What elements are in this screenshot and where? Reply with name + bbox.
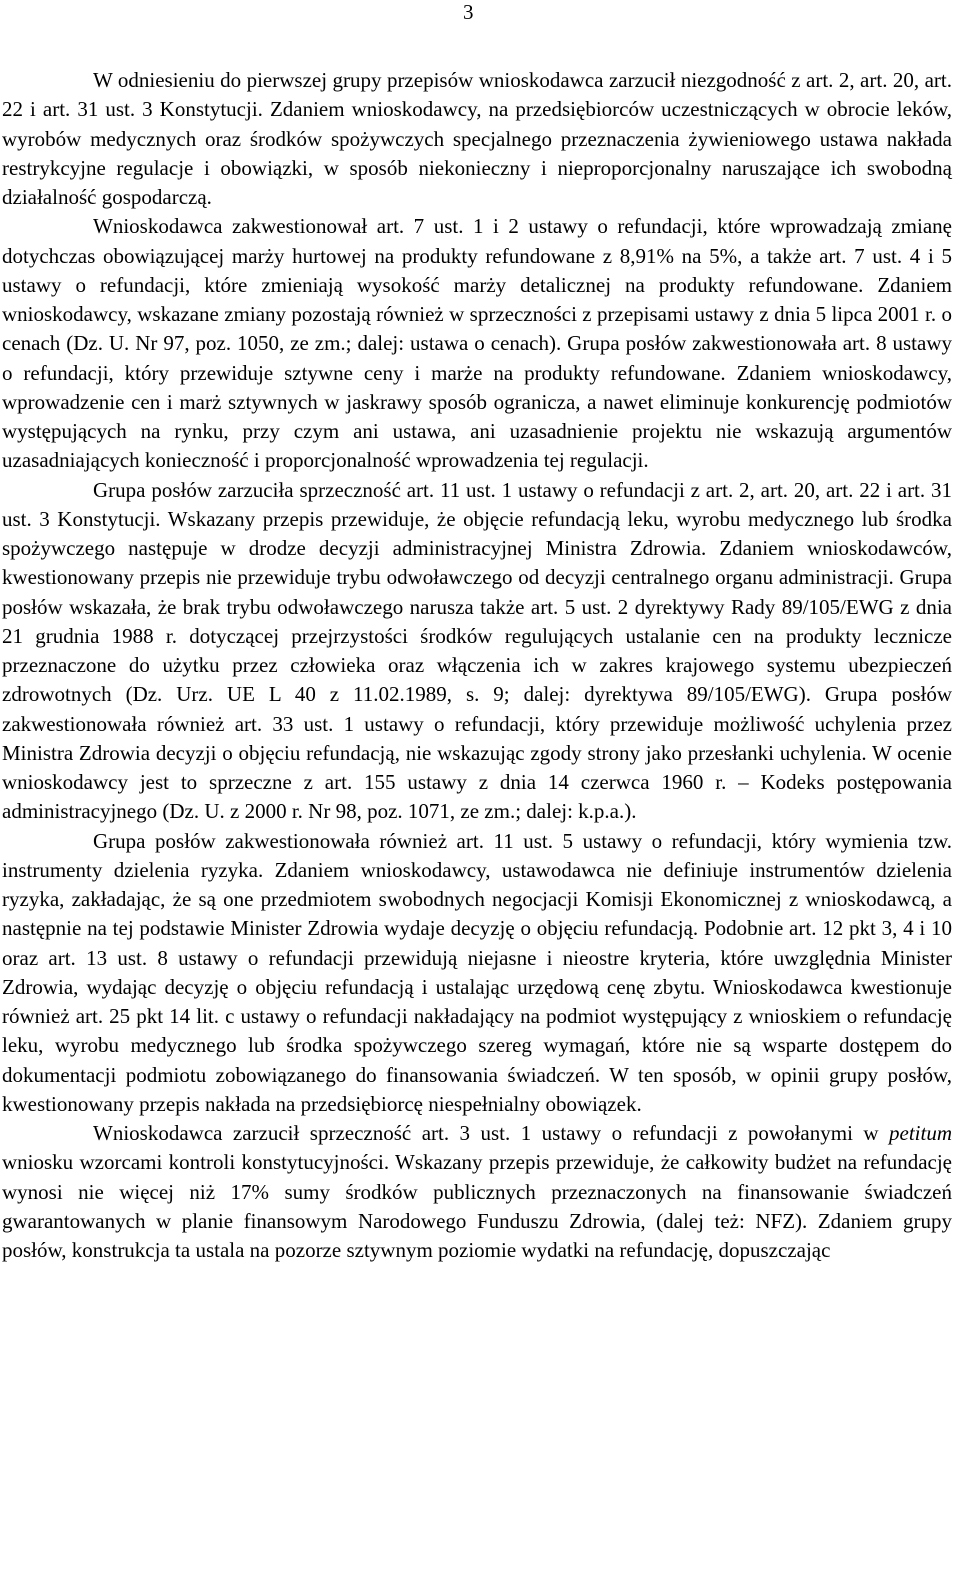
paragraph-5-text-start: Wnioskodawca zarzucił sprzeczność art. 3 ust. 1 ustawy o refundacji z powołanymi w: [93, 1121, 889, 1145]
petitum-term: petitum: [889, 1121, 952, 1145]
paragraph-5-text-end: wniosku wzorcami kontroli konstytucyjności. Wskazany przepis przewiduje, że całkowity budżet na refundację wynosi nie więcej niż 17% sumy środków publicznych przeznaczonych na finansowanie świadczeń gwarantowanych w planie finansowym Narodowego Funduszu Zdrowia, (dalej też: NFZ). Zdaniem grupy posłów, konstrukcja ta ustala na pozorze sztywnym poziomie wydatki na refundację, dopuszczając: [2, 1150, 952, 1262]
paragraph-2: Wnioskodawca zakwestionował art. 7 ust. 1 i 2 ustawy o refundacji, które wprowadzają zmianę dotychczas obowiązującej marży hurtowej na produkty refundowane z 8,91% na 5%, a także art. 7 ust. 4 i 5 ustawy o refundacji, które zmieniają wysokość marży detalicznej na produkty refundowane. Zdaniem wnioskodawcy, wskazane zmiany pozostają również w sprzeczności z przepisami ustawy z dnia 5 lipca 2001 r. o cenach (Dz. U. Nr 97, poz. 1050, ze zm.; dalej: ustawa o cenach). Grupa posłów zakwestionowała art. 8 ustawy o refundacji, który przewiduje sztywne ceny i marże na produkty refundowane. Zdaniem wnioskodawcy, wprowadzenie cen i marż sztywnych w jaskrawy sposób ogranicza, a nawet eliminuje konkurencję podmiotów występujących na rynku, przy czym ani ustawa, ani uzasadnienie projektu nie wskazują argumentów uzasadniających konieczność i proporcjonalność wprowadzenia tej regulacji.: [2, 214, 952, 473]
paragraph-4: Grupa posłów zakwestionowała również art. 11 ust. 5 ustawy o refundacji, który wymienia tzw. instrumenty dzielenia ryzyka. Zdaniem wnioskodawcy, ustawodawca nie definiuje instrumentów dzielenia ryzyka, zakładając, że są one przedmiotem swobodnych negocjacji Komisji Ekonomicznej z wnioskodawcą, a następnie na tej podstawie Minister Zdrowia wydaje decyzję o objęciu refundacją. Podobnie art. 12 pkt 3, 4 i 10 oraz art. 13 ust. 8 ustawy o refundacji przewidują niejasne i nieostre kryteria, które uwzględnia Minister Zdrowia, wydając decyzję o objęciu refundacją i ustalając urzędową cenę zbytu. Wnioskodawca kwestionuje również art. 25 pkt 14 lit. c ustawy o refundacji nakładający na podmiot występujący z wnioskiem o refundację leku, wyrobu medycznego lub środka spożywczego szereg wymagań, które nie są wsparte dostępem do dokumentacji podmiotu zobowiązanego do finansowania świadczeń. W ten sposób, w opinii grupy posłów, kwestionowany przepis nakłada na przedsiębiorcę niespełnialny obowiązek.: [2, 828, 952, 1116]
paragraph-5: [2, 1119, 952, 1265]
page-number: 3: [463, 0, 474, 24]
paragraph-1: W odniesieniu do pierwszej grupy przepisów wnioskodawca zarzucił niezgodność z art. 2, art. 20, art. 22 i art. 31 ust. 3 Konstytucji. Zdaniem wnioskodawcy, na przedsiębiorców uczestniczących w obrocie leków, wyrobów medycznych oraz środków spożywczych specjalnego przeznaczenia żywieniowego ustawa nakłada restrykcyjne regulacje i obowiązki, w sposób niekonieczny i nieproporcjonalny naruszające ich swobodną działalność gospodarczą.: [2, 68, 952, 209]
paragraph-3: Grupa posłów zarzuciła sprzeczność art. 11 ust. 1 ustawy o refundacji z art. 2, art. 20, art. 22 i art. 31 ust. 3 Konstytucji. Wskazany przepis przewiduje, że objęcie refundacją leku, wyrobu medycznego lub środka spożywczego następuje w drodze decyzji administracyjnej Ministra Zdrowia. Zdaniem wnioskodawców, kwestionowany przepis nie przewiduje trybu odwoławczego od decyzji centralnego organu administracji. Grupa posłów wskazała, że brak trybu odwoławczego narusza także art. 5 ust. 2 dyrektywy Rady 89/105/EWG z dnia 21 grudnia 1988 r. dotyczącej przejrzystości środków regulujących ustalanie cen na produkty lecznicze przeznaczone do użytku przez człowieka oraz włączenia ich w zakres krajowego systemu ubezpieczeń zdrowotnych (Dz. Urz. UE L 40 z 11.02.1989, s. 9; dalej: dyrektywa 89/105/EWG). Grupa posłów zakwestionowała również art. 33 ust. 1 ustawy o refundacji, który przewiduje możliwość uchylenia przez Ministra Zdrowia decyzji o objęciu refundacją, nie wskazując zgody strony jako przesłanki uchylenia. W ocenie wnioskodawcy jest to sprzeczne z art. 155 ustawy z dnia 14 czerwca 1960 r. – Kodeks postępowania administracyjnego (Dz. U. z 2000 r. Nr 98, poz. 1071, ze zm.; dalej: k.p.a.).: [2, 477, 952, 824]
document-body: [2, 66, 952, 1265]
